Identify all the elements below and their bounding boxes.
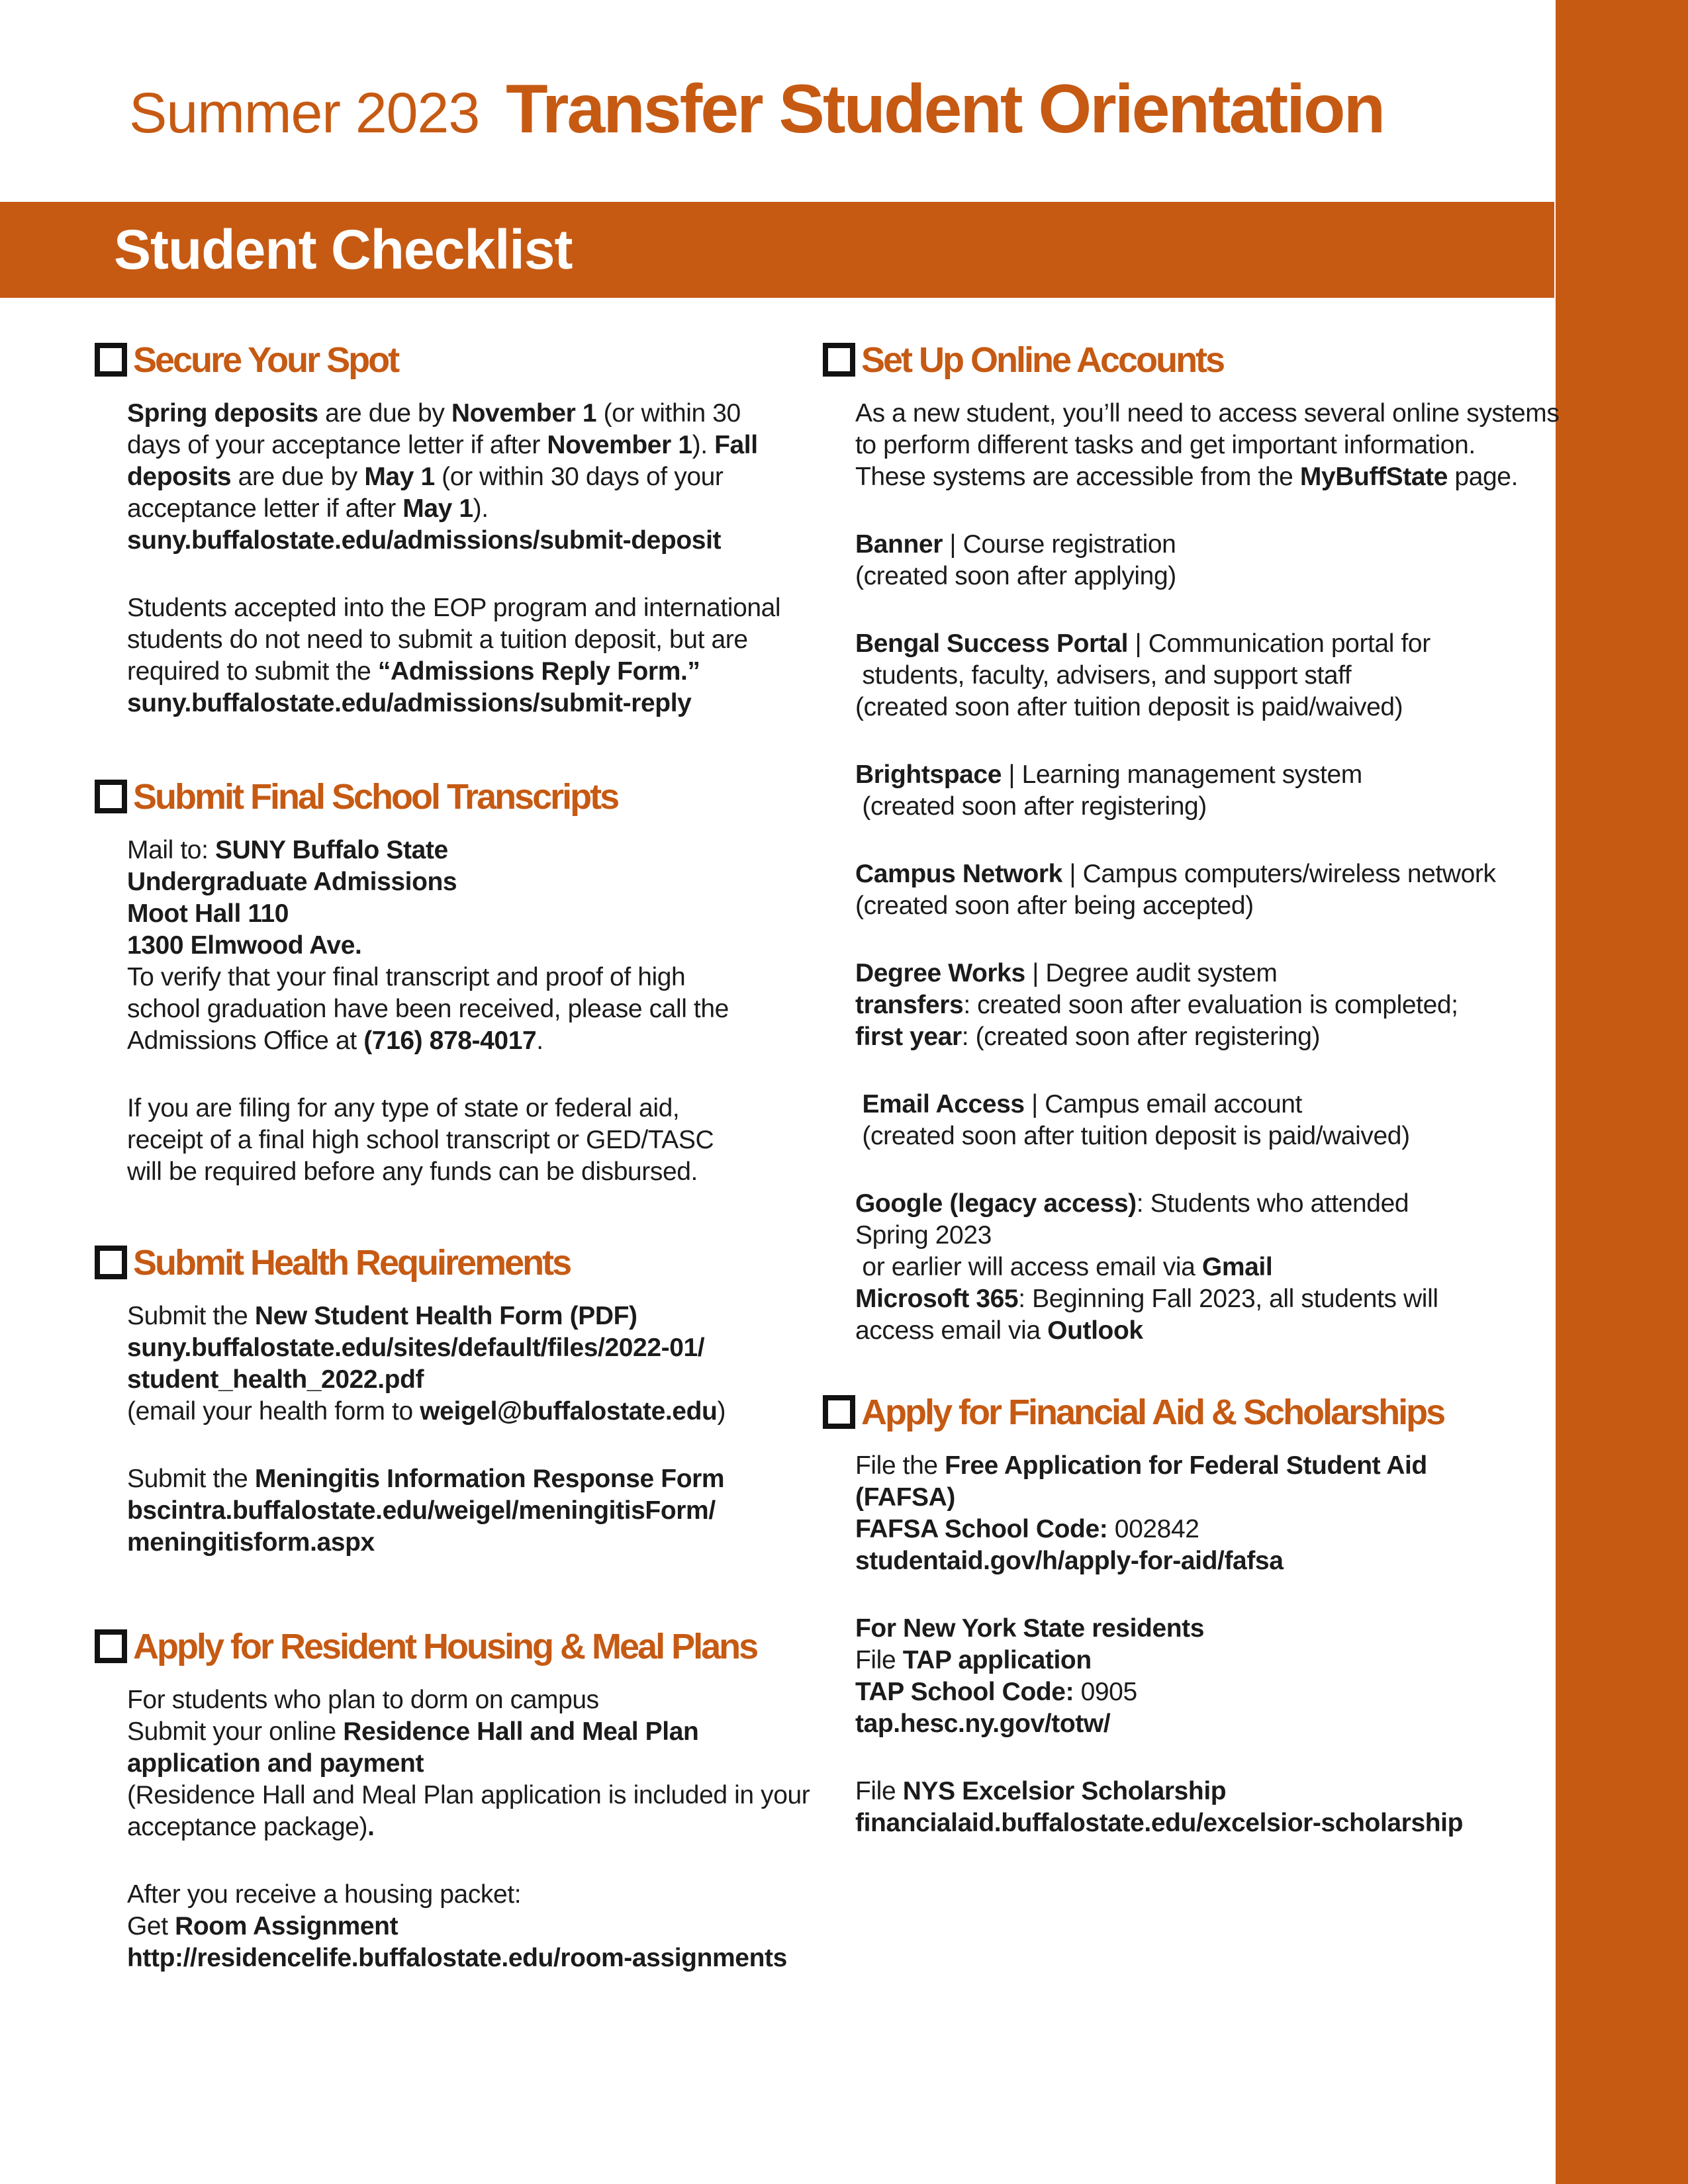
text-line: students do not need to submit a tuition deposit, but are: [127, 625, 748, 654]
text-line: Degree Works | Degree audit system: [855, 959, 1278, 987]
text-line: As a new student, you’ll need to access several online systems: [855, 399, 1560, 428]
paragraph: [127, 1463, 726, 1559]
text-line: transfers: created soon after evaluation is completed;: [855, 991, 1458, 1019]
text-line: Submit the New Student Health Form (PDF): [127, 1302, 637, 1330]
text-line: Microsoft 365: Beginning Fall 2023, all students will: [855, 1285, 1438, 1313]
section-head: [823, 1392, 1463, 1433]
text-line: days of your acceptance letter if after November 1). Fall: [127, 431, 758, 459]
text-line: bscintra.buffalostate.edu/weigel/meningitisForm/: [127, 1496, 716, 1525]
text-line: Google (legacy access): Students who attended: [855, 1189, 1409, 1218]
section-head: [823, 340, 1559, 381]
text-line: Submit the Meningitis Information Response Form: [127, 1465, 725, 1493]
text-line: Admissions Office at (716) 878-4017.: [127, 1026, 543, 1055]
text-line: access email via Outlook: [855, 1316, 1143, 1345]
text-line: (created soon after tuition deposit is paid/waived): [855, 1122, 1410, 1150]
text-line: (created soon after applying): [855, 562, 1176, 590]
paragraph: [127, 592, 780, 719]
paragraph: [855, 958, 1559, 1053]
paragraph: [855, 398, 1559, 493]
section-submit-final-school-transcripts: [95, 776, 729, 1188]
text-line: Banner | Course registration: [855, 530, 1176, 559]
text-line: Email Access | Campus email account: [862, 1090, 1302, 1118]
text-line: 1300 Elmwood Ave.: [127, 931, 362, 960]
paragraph: [855, 858, 1559, 922]
checkbox-icon: [95, 780, 127, 813]
section-heading: Set Up Online Accounts: [861, 340, 1224, 380]
text-line: TAP School Code: 0905: [855, 1678, 1137, 1706]
text-line: (created soon after tuition deposit is paid/waived): [855, 693, 1403, 721]
section-heading: Apply for Resident Housing & Meal Plans: [133, 1627, 757, 1666]
section-submit-health-requirements: [95, 1242, 726, 1559]
text-line: File NYS Excelsior Scholarship: [855, 1777, 1227, 1805]
text-line: For New York State residents: [855, 1614, 1205, 1643]
paragraph: [855, 1089, 1559, 1152]
section-heading: Secure Your Spot: [133, 340, 399, 380]
text-line: receipt of a final high school transcript or GED/TASC: [127, 1126, 714, 1154]
paragraph: [855, 1776, 1463, 1839]
section-heading: Apply for Financial Aid & Scholarships: [861, 1392, 1444, 1432]
text-line: File TAP application: [855, 1646, 1092, 1674]
text-line: These systems are accessible from the MyBuffState page.: [855, 463, 1519, 491]
text-line: studentaid.gov/h/apply-for-aid/fafsa: [855, 1547, 1284, 1575]
text-line: will be required before any funds can be disbursed.: [127, 1158, 698, 1186]
paragraph: [855, 1450, 1463, 1577]
paragraph: [127, 398, 780, 557]
section-body: [855, 1450, 1463, 1839]
section-apply-resident-housing-meal-plans: [95, 1626, 810, 1974]
text-line: suny.buffalostate.edu/sites/default/files/2022-01/: [127, 1334, 705, 1362]
title-season: Summer 2023: [129, 81, 480, 145]
text-line: suny.buffalostate.edu/admissions/submit-reply: [127, 689, 692, 717]
section-heading: Submit Health Requirements: [133, 1243, 571, 1283]
text-line: Campus Network | Campus computers/wireless network: [855, 860, 1496, 888]
paragraph: [127, 1684, 810, 1843]
text-line: FAFSA School Code: 002842: [855, 1515, 1199, 1543]
text-line: After you receive a housing packet:: [127, 1880, 522, 1909]
page-title: [129, 70, 1383, 149]
text-line: Students accepted into the EOP program and international: [127, 594, 781, 622]
text-line: acceptance package).: [127, 1813, 375, 1841]
section-body: [127, 1300, 726, 1559]
text-line: to perform different tasks and get important information.: [855, 431, 1476, 459]
paragraph: [127, 1879, 810, 1974]
text-line: Brightspace | Learning management system: [855, 760, 1362, 789]
section-body: [127, 398, 780, 719]
paragraph: [855, 1188, 1559, 1347]
text-line: students, faculty, advisers, and support staff: [855, 661, 1352, 690]
text-line: Spring 2023: [855, 1221, 992, 1250]
text-line: Mail to: SUNY Buffalo State: [127, 836, 448, 864]
checkbox-icon: [95, 343, 127, 377]
checkbox-icon: [95, 1629, 127, 1663]
text-line: deposits are due by May 1 (or within 30 days of your: [127, 463, 724, 491]
section-heading: Submit Final School Transcripts: [133, 777, 618, 817]
checklist-banner: [0, 202, 1554, 298]
section-secure-your-spot: [95, 340, 780, 719]
text-line: meningitisform.aspx: [127, 1528, 375, 1557]
paragraph: [127, 1093, 729, 1188]
section-head: [95, 1242, 726, 1283]
text-line: (FAFSA): [855, 1483, 956, 1512]
text-line: acceptance letter if after May 1).: [127, 494, 489, 523]
text-line: If you are filing for any type of state or federal aid,: [127, 1094, 680, 1122]
paragraph: [127, 835, 729, 1057]
text-line: Undergraduate Admissions: [127, 868, 457, 896]
text-line: http://residencelife.buffalostate.edu/room-assignments: [127, 1944, 787, 1972]
text-line: Spring deposits are due by November 1 (or within 30: [127, 399, 741, 428]
paragraph: [855, 759, 1559, 823]
section-body: [127, 835, 729, 1188]
text-line: (email your health form to weigel@buffalostate.edu): [127, 1397, 726, 1426]
checkbox-icon: [823, 1395, 855, 1429]
text-line: financialaid.buffalostate.edu/excelsior-scholarship: [855, 1809, 1464, 1837]
paragraph: [855, 628, 1559, 723]
text-line: To verify that your final transcript and proof of high: [127, 963, 686, 991]
paragraph: [127, 1300, 726, 1428]
text-line: application and payment: [127, 1749, 424, 1778]
banner-label: Student Checklist: [114, 218, 573, 281]
text-line: File the Free Application for Federal Student Aid: [855, 1451, 1427, 1480]
text-line: Moot Hall 110: [127, 899, 289, 928]
title-main: Transfer Student Orientation: [506, 71, 1384, 148]
text-line: student_health_2022.pdf: [127, 1365, 424, 1394]
paragraph: [855, 1613, 1463, 1740]
text-line: (created soon after registering): [855, 792, 1207, 821]
section-body: [855, 398, 1559, 1347]
text-line: Get Room Assignment: [127, 1912, 399, 1940]
text-line: (created soon after being accepted): [855, 891, 1254, 920]
text-line: tap.hesc.ny.gov/totw/: [855, 1709, 1111, 1738]
section-body: [127, 1684, 810, 1974]
section-apply-financial-aid-scholarships: [823, 1392, 1463, 1839]
section-head: [95, 340, 780, 381]
section-head: [95, 776, 729, 817]
text-line: suny.buffalostate.edu/admissions/submit-deposit: [127, 526, 722, 555]
accent-side-bar: [1556, 0, 1688, 2184]
text-line: For students who plan to dorm on campus: [127, 1686, 599, 1714]
text-line: required to submit the “Admissions Reply Form.”: [127, 657, 700, 686]
text-line: Submit your online Residence Hall and Meal Plan: [127, 1717, 699, 1746]
text-line: first year: (created soon after registering): [855, 1023, 1321, 1051]
text-line: or earlier will access email via Gmail: [855, 1253, 1273, 1281]
text-line: school graduation have been received, please call the: [127, 995, 729, 1023]
paragraph: [855, 529, 1559, 592]
text-line: (Residence Hall and Meal Plan application is included in your: [127, 1781, 810, 1809]
checkbox-icon: [823, 343, 855, 377]
text-line: Bengal Success Portal | Communication portal for: [855, 629, 1430, 658]
checkbox-icon: [95, 1246, 127, 1279]
section-set-up-online-accounts: [823, 340, 1559, 1347]
section-head: [95, 1626, 810, 1667]
